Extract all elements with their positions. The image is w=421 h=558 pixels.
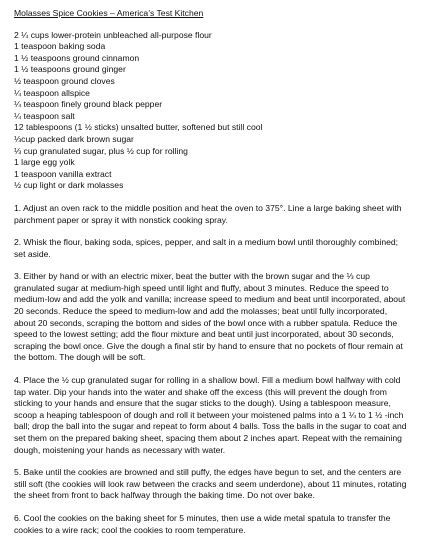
instruction-step-5: 5. Bake until the cookies are browned and still puffy, the edges have begun to set, and the centers are still soft (the cookies will look raw between the cracks and seem underdone), about 11 minutes, rotating the sheet from front to back halfway through the baking time. Do not over bake. — [14, 467, 407, 501]
ingredient-item: 1 ½ teaspoons ground ginger — [14, 64, 126, 75]
instruction-step-3: 3. Either by hand or with an electric mixer, beat the butter with the brown sugar and the ⅓ cup granulated sugar at medium-high speed until light and fluffy, about 3 minutes. Reduce the speed to medium-low and add the yolk and vanilla; increase speed to medium and beat until incorporated, about 20 seconds. Reduce the speed to medium-low and add the molasses; beat until fully incorporated, about 20 seconds, scraping the bottom and sides of the bowl once with a rubber spatula. Reduce the speed to the lowest setting; add the flour mixture and beat until just incorporated, about 30 seconds, scraping the bowl once. Give the dough a final stir by hand to ensure that no pockets of flour remain at the bottom. The dough will be soft. — [14, 271, 406, 363]
instruction-step-2: 2. Whisk the flour, baking soda, spices, pepper, and salt in a medium bowl until thoroughly combined; set aside. — [14, 237, 399, 259]
ingredient-item: ¼ teaspoon salt — [14, 110, 75, 121]
ingredient-item: 1 ½ teaspoons ground cinnamon — [14, 52, 140, 63]
ingredient-item: ⅓ cup granulated sugar, plus ½ cup for rolling — [14, 145, 188, 156]
ingredient-item: 1 large egg yolk — [14, 157, 75, 168]
ingredient-item: ½ teaspoon ground cloves — [14, 75, 115, 86]
instruction-step-4: 4. Place the ½ cup granulated sugar for rolling in a shallow bowl. Fill a medium bowl halfway with cold tap water. Dip your hands into the water and shake off the excess (this will prevent the dough from sticking to your hands and ensure that the sugar sticks to the dough). Using a tablespoon measure, scoop a heaping tablespoon of dough and roll it between your moistened palms into a 1 ¼ to 1 ½ -inch ball; drop the ball into the sugar and repeat to form about 4 balls. Toss the balls in the sugar to coat and set them on the prepared baking sheet, spacing them about 2 inches apart. Repeat with the remaining dough, moistening your hands as necessary with water. — [14, 375, 407, 455]
ingredient-item: ⅓cup packed dark brown sugar — [14, 133, 134, 144]
instruction-step-1: 1. Adjust an oven rack to the middle position and heat the oven to 375°. Line a large baking sheet with parchment paper or spray it with nonstick cooking spray. — [14, 202, 402, 225]
ingredient-item: 12 tablespoons (1 ½ sticks) unsalted butter, softened but still cool — [14, 122, 263, 133]
recipe-title: Molasses Spice Cookies – America’s Test Kitchen — [14, 8, 204, 18]
instruction-step-6: 6. Cool the cookies on the baking sheet for 5 minutes, then use a wide metal spatula to transfer the cookies to a wire rack; cool the cookies to room temperature. — [14, 512, 391, 535]
ingredient-item: ¼ teaspoon allspice — [14, 87, 90, 98]
ingredient-item: ½ cup light or dark molasses — [14, 180, 124, 191]
ingredient-item: 2 ¼ cups lower-protein unbleached all-purpose flour — [14, 29, 212, 40]
ingredient-item: 1 teaspoon vanilla extract — [14, 168, 112, 179]
ingredient-item: 1 teaspoon baking soda — [14, 41, 106, 52]
ingredient-list — [14, 30, 407, 192]
ingredient-item: ¼ teaspoon finely ground black pepper — [14, 99, 163, 110]
